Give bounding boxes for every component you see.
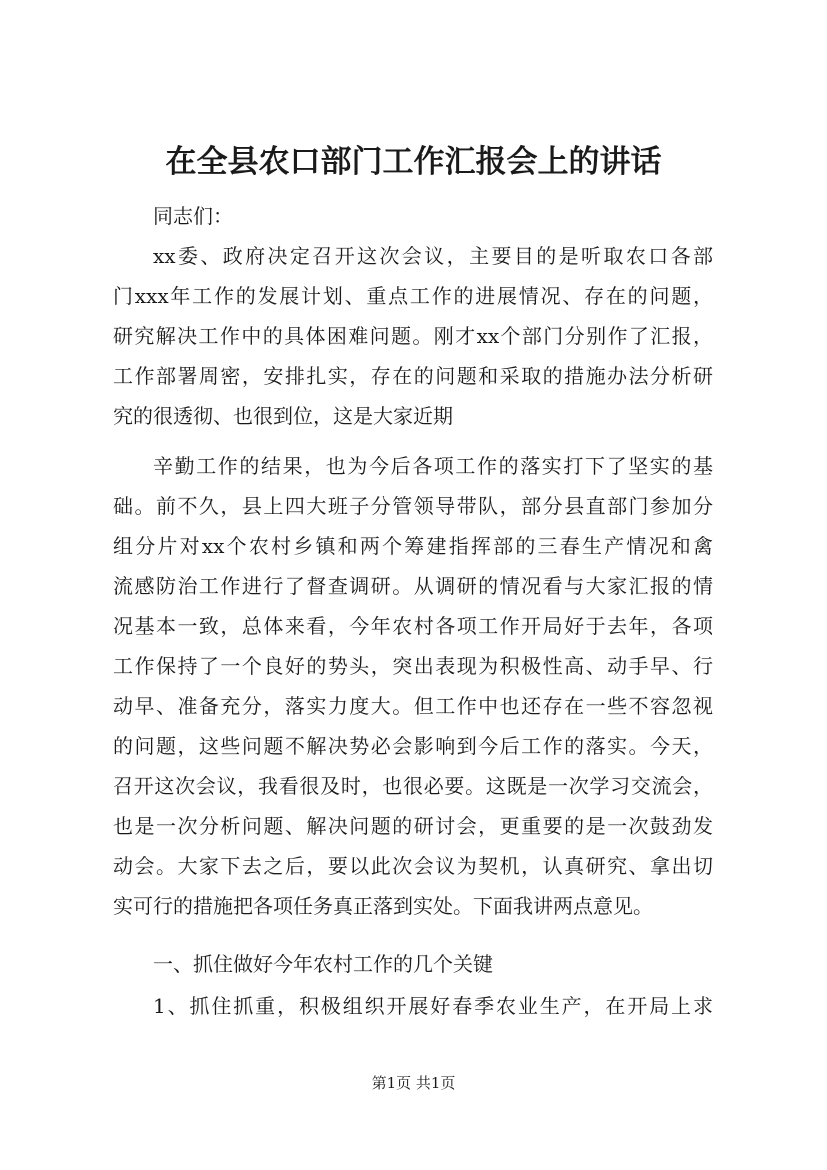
body-line: 1、抓住抓重，积极组织开展好春季农业生产，在开局上求 — [153, 994, 713, 1018]
body-line: 工作部署周密，安排扎实，存在的问题和采取的措施办法分析研 — [113, 364, 713, 388]
body-line: 工作保持了一个良好的势头，突出表现为积极性高、动手早、行 — [113, 654, 713, 678]
body-line: 辛勤工作的结果，也为今后各项工作的落实打下了坚实的基 — [153, 454, 713, 478]
document-title: 在全县农口部门工作汇报会上的讲话 — [165, 144, 662, 180]
body-line: 的问题，这些问题不解决势必会影响到今后工作的落实。今天， — [113, 734, 713, 758]
section-heading: 一、抓住做好今年农村工作的几个关键 — [153, 952, 493, 976]
body-line: 流感防治工作进行了督查调研。从调研的情况看与大家汇报的情 — [113, 574, 713, 598]
body-line: xx委、政府决定召开这次会议，主要目的是听取农口各部 — [153, 244, 713, 268]
body-line: 础。前不久，县上四大班子分管领导带队，部分县直部门参加分 — [113, 494, 713, 518]
page-footer: 第1页 共1页 — [371, 1074, 456, 1092]
body-line: 门xxx年工作的发展计划、重点工作的进展情况、存在的问题， — [113, 284, 713, 308]
body-line: 究的很透彻、也很到位，这是大家近期 — [113, 404, 453, 428]
body-line: 动会。大家下去之后，要以此次会议为契机，认真研究、拿出切 — [113, 854, 713, 878]
body-line: 动早、准备充分，落实力度大。但工作中也还存在一些不容忽视 — [113, 694, 713, 718]
body-line: 召开这次会议，我看很及时，也很必要。这既是一次学习交流会， — [113, 774, 713, 798]
body-line: 也是一次分析问题、解决问题的研讨会，更重要的是一次鼓劲发 — [113, 814, 713, 838]
salutation: 同志们： — [153, 204, 233, 228]
body-line: 况基本一致，总体来看，今年农村各项工作开局好于去年，各项 — [113, 614, 713, 638]
body-line: 研究解决工作中的具体困难问题。刚才xx个部门分别作了汇报， — [113, 324, 713, 348]
body-line: 组分片对xx个农村乡镇和两个筹建指挥部的三春生产情况和禽 — [113, 534, 713, 558]
body-line: 实可行的措施把各项任务真正落到实处。下面我讲两点意见。 — [113, 894, 653, 918]
